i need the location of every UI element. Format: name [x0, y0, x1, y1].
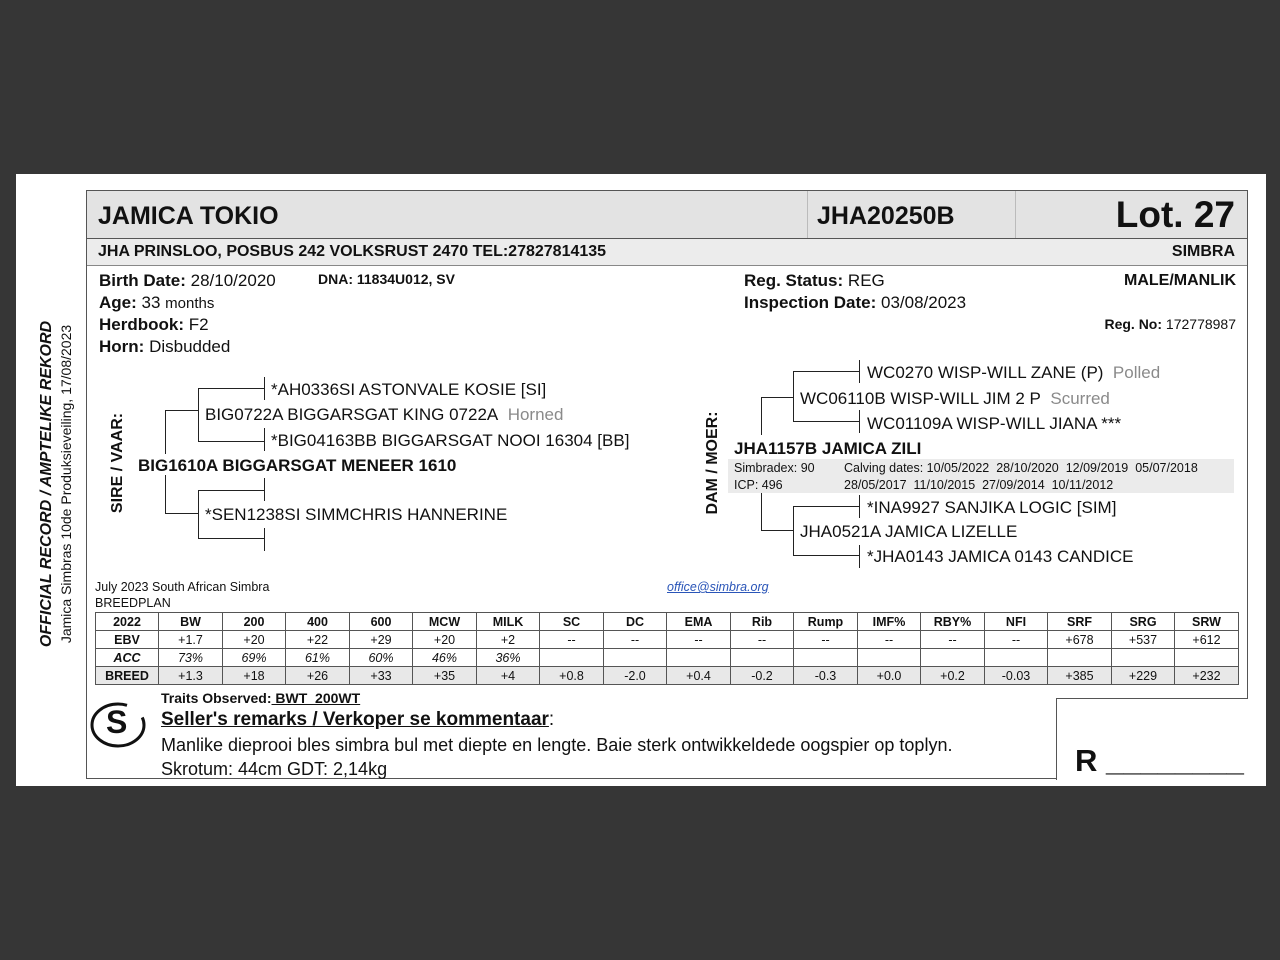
- ebv-cell: 46%: [413, 649, 477, 667]
- remarks-line-1: Manlike dieprooi bles simbra bul met diepte en lengte. Baie sterk ontwikkeldede oogspier op toplyn.: [161, 735, 953, 755]
- inspection-date: Inspection Date: 03/08/2023: [744, 293, 967, 312]
- ebv-cell: 200: [223, 613, 286, 631]
- reg-status: Reg. Status: REG: [744, 271, 885, 290]
- sire-label: SIRE / VAAR:: [109, 412, 126, 514]
- simbra-logo: S: [88, 700, 148, 750]
- ebv-cell: NFI: [985, 613, 1048, 631]
- ebv-cell: EBV: [96, 631, 159, 649]
- card-header: [87, 191, 1247, 239]
- ebv-cell: +0.4: [667, 667, 731, 685]
- ebv-cell: [985, 649, 1048, 667]
- ebv-cell: --: [731, 631, 794, 649]
- ebv-cell: +0.8: [540, 667, 604, 685]
- ebv-cell: Rump: [794, 613, 858, 631]
- ebv-cell: +4: [477, 667, 540, 685]
- traits-observed: Traits Observed: BWT 200WT: [161, 690, 361, 706]
- ebv-cell: +2: [477, 631, 540, 649]
- ebv-cell: 600: [350, 613, 413, 631]
- breed-row: [96, 667, 1239, 685]
- ebv-cell: +22: [286, 631, 350, 649]
- dam-label: DAM / MOER:: [704, 411, 721, 515]
- dam-sire-dam: WC01109A WISP-WILL JIANA ***: [867, 414, 1122, 433]
- ebv-cell: +612: [1175, 631, 1239, 649]
- ebv-cell: --: [921, 631, 985, 649]
- remarks-line-2: Skrotum: 44cm GDT: 2,14kg: [161, 759, 388, 779]
- ebv-cell: +29: [350, 631, 413, 649]
- ebv-cell: SRF: [1048, 613, 1112, 631]
- ebv-cell: +678: [1048, 631, 1112, 649]
- ebv-cell: +0.0: [858, 667, 921, 685]
- official-record-label: OFFICIAL RECORD / AMPTELIKE REKORD: [38, 320, 55, 648]
- ebv-cell: MCW: [413, 613, 477, 631]
- calving-dates: Calving dates: 10/05/2022 28/10/2020 12/09/2019 05/07/2018: [844, 461, 1198, 475]
- ebv-row: [96, 631, 1239, 649]
- ebv-cell: 61%: [286, 649, 350, 667]
- sire-sire-dam: *BIG04163BB BIGGARSGAT NOOI 16304 [BB]: [271, 431, 630, 450]
- acc-row: [96, 649, 1239, 667]
- ebv-cell: SRW: [1175, 613, 1239, 631]
- ebv-table: [95, 612, 1239, 685]
- sire-sire: BIG0722A BIGGARSGAT KING 0722A Horned: [205, 405, 564, 424]
- ebv-cell: EMA: [667, 613, 731, 631]
- breed-label: SIMBRA: [1171, 243, 1235, 260]
- ebv-source: July 2023 South African Simbra: [95, 580, 270, 594]
- ebv-cell: -2.0: [604, 667, 667, 685]
- dam-dam: JHA0521A JAMICA LIZELLE: [800, 522, 1018, 541]
- ebv-cell: 36%: [477, 649, 540, 667]
- dam-dam-dam: *JHA0143 JAMICA 0143 CANDICE: [867, 547, 1134, 566]
- ebv-cell: +1.7: [159, 631, 223, 649]
- ebv-cell: --: [858, 631, 921, 649]
- ebv-cell: [604, 649, 667, 667]
- herdbook: Herdbook: F2: [99, 315, 209, 334]
- remarks-title: Seller's remarks / Verkoper se kommentaar:: [161, 709, 555, 730]
- sex-label: MALE/MANLIK: [1124, 272, 1236, 289]
- price-box[interactable]: [1056, 698, 1248, 780]
- horn-status: Horn: Disbudded: [99, 337, 231, 356]
- ebv-cell: IMF%: [858, 613, 921, 631]
- ebv-cell: -0.3: [794, 667, 858, 685]
- animal-name: JAMICA TOKIO: [98, 202, 279, 230]
- ebv-cell: DC: [604, 613, 667, 631]
- ebv-cell: [1112, 649, 1175, 667]
- ebv-cell: BREED: [96, 667, 159, 685]
- ebv-cell: +20: [223, 631, 286, 649]
- owner-address: JHA PRINSLOO, POSBUS 242 VOLKSRUST 2470 TEL:27827814135: [98, 243, 607, 260]
- ebv-cell: +229: [1112, 667, 1175, 685]
- owner-bar: [87, 239, 1247, 266]
- ebv-cell: +20: [413, 631, 477, 649]
- dna-info: DNA: 11834U012, SV: [318, 271, 455, 287]
- ebv-cell: --: [540, 631, 604, 649]
- simbradex: Simbradex: 90: [734, 461, 815, 475]
- ebv-cell: +18: [223, 667, 286, 685]
- age: Age: 33 months: [99, 293, 215, 312]
- ebv-cell: +26: [286, 667, 350, 685]
- lot-number: Lot. 27: [1115, 194, 1235, 235]
- icp: ICP: 496: [734, 478, 783, 492]
- dam-dam-sire: *INA9927 SANJIKA LOGIC [SIM]: [867, 498, 1117, 517]
- ebv-cell: RBY%: [921, 613, 985, 631]
- animal-reg-id: JHA20250B: [817, 202, 955, 230]
- ebv-cell: --: [985, 631, 1048, 649]
- birth-date: Birth Date: 28/10/2020: [99, 271, 276, 290]
- ebv-cell: [858, 649, 921, 667]
- reg-number: Reg. No: 172778987: [1104, 316, 1236, 332]
- ebv-cell: [921, 649, 985, 667]
- ebv-cell: Rib: [731, 613, 794, 631]
- ebv-cell: SRG: [1112, 613, 1175, 631]
- ebv-cell: +232: [1175, 667, 1239, 685]
- ebv-cell: [794, 649, 858, 667]
- ebv-cell: 60%: [350, 649, 413, 667]
- ebv-cell: --: [604, 631, 667, 649]
- ebv-cell: BW: [159, 613, 223, 631]
- sire-dam: *SEN1238SI SIMMCHRIS HANNERINE: [205, 505, 508, 524]
- ebv-cell: 73%: [159, 649, 223, 667]
- ebv-header-row: [96, 613, 1239, 631]
- ebv-cell: -0.03: [985, 667, 1048, 685]
- price-field-label: R ________: [1075, 743, 1244, 778]
- ebv-cell: [540, 649, 604, 667]
- sire-name: BIG1610A BIGGARSGAT MENEER 1610: [138, 456, 457, 475]
- sire-sire-sire: *AH0336SI ASTONVALE KOSIE [SI]: [271, 380, 547, 399]
- ebv-cell: SC: [540, 613, 604, 631]
- ebv-cell: -0.2: [731, 667, 794, 685]
- ebv-cell: +33: [350, 667, 413, 685]
- ebv-program: BREEDPLAN: [95, 596, 171, 610]
- ebv-cell: [731, 649, 794, 667]
- ebv-cell: +35: [413, 667, 477, 685]
- ebv-cell: --: [667, 631, 731, 649]
- ebv-cell: MILK: [477, 613, 540, 631]
- ebv-cell: [1048, 649, 1112, 667]
- ebv-cell: +0.2: [921, 667, 985, 685]
- dam-name: JHA1157B JAMICA ZILI: [734, 439, 922, 458]
- ebv-cell: [1175, 649, 1239, 667]
- calving-dates-cont: 28/05/2017 11/10/2015 27/09/2014 10/11/2012: [844, 478, 1114, 492]
- ebv-cell: 69%: [223, 649, 286, 667]
- ebv-cell: +385: [1048, 667, 1112, 685]
- sale-name-label: Jamica Simbras 10de Produksieveiling, 17/08/2023: [58, 324, 74, 644]
- ebv-cell: 2022: [96, 613, 159, 631]
- ebv-cell: [667, 649, 731, 667]
- dam-sire: WC06110B WISP-WILL JIM 2 P Scurred: [800, 389, 1110, 408]
- ebv-cell: +1.3: [159, 667, 223, 685]
- email-link[interactable]: office@simbra.org: [667, 580, 769, 594]
- ebv-cell: ACC: [96, 649, 159, 667]
- dam-sire-sire: WC0270 WISP-WILL ZANE (P) Polled: [867, 363, 1161, 382]
- ebv-cell: +537: [1112, 631, 1175, 649]
- ebv-cell: 400: [286, 613, 350, 631]
- ebv-cell: --: [794, 631, 858, 649]
